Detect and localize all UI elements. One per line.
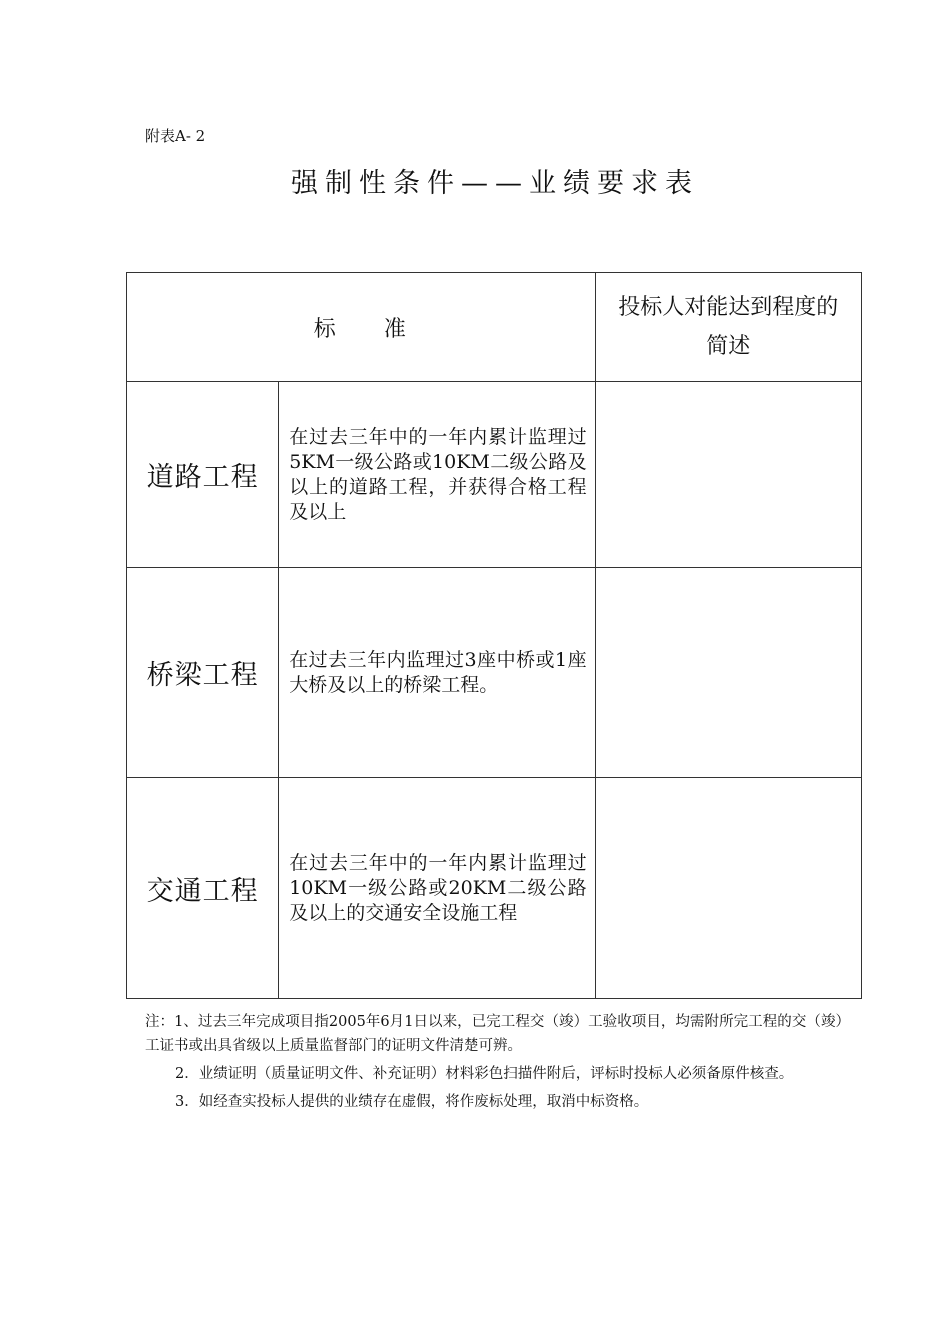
criteria-cell: 在过去三年中的一年内累计监理过5KM一级公路或10KM二级公路及以上的道路工程，并获得合格工程及以上 [279,382,595,568]
table-row [127,382,862,568]
table-header-row [127,273,862,382]
category-cell: 道路工程 [127,382,279,568]
header-standard [127,273,596,382]
table-row [127,568,862,778]
appendix-label: 附表A- 2 [145,127,206,145]
category-cell: 交通工程 [127,778,279,999]
table-row [127,778,862,999]
header-standard-left: 标 [313,316,338,342]
criteria-cell: 在过去三年中的一年内累计监理过10KM一级公路或20KM二级公路及以上的交通安全设施工程 [279,778,595,999]
header-standard-right: 准 [383,316,408,342]
note-3: 3．如经查实投标人提供的业绩存在虚假，将作废标处理，取消中标资格。 [175,1094,649,1110]
response-cell[interactable] [595,382,861,568]
note-2: 2．业绩证明（质量证明文件、补充证明）材料彩色扫描件附后，评标时投标人必须备原件核查。 [175,1066,794,1082]
notes-section [145,1010,850,1118]
requirements-table [126,272,862,999]
criteria-cell: 在过去三年内监理过3座中桥或1座大桥及以上的桥梁工程。 [279,568,595,778]
note-1: 注：1、过去三年完成项目指2005年6月1日以来，已完工程交（竣）工验收项目，均需附所完工程的交（竣）工证书或出具省级以上质量监督部门的证明文件清楚可辨。 [145,1014,850,1054]
response-cell[interactable] [595,778,861,999]
response-cell[interactable] [595,568,861,778]
header-description: 投标人对能达到程度的简述 [595,273,861,382]
page-title: 强制性条件——业绩要求表 [291,168,699,199]
category-cell: 桥梁工程 [127,568,279,778]
